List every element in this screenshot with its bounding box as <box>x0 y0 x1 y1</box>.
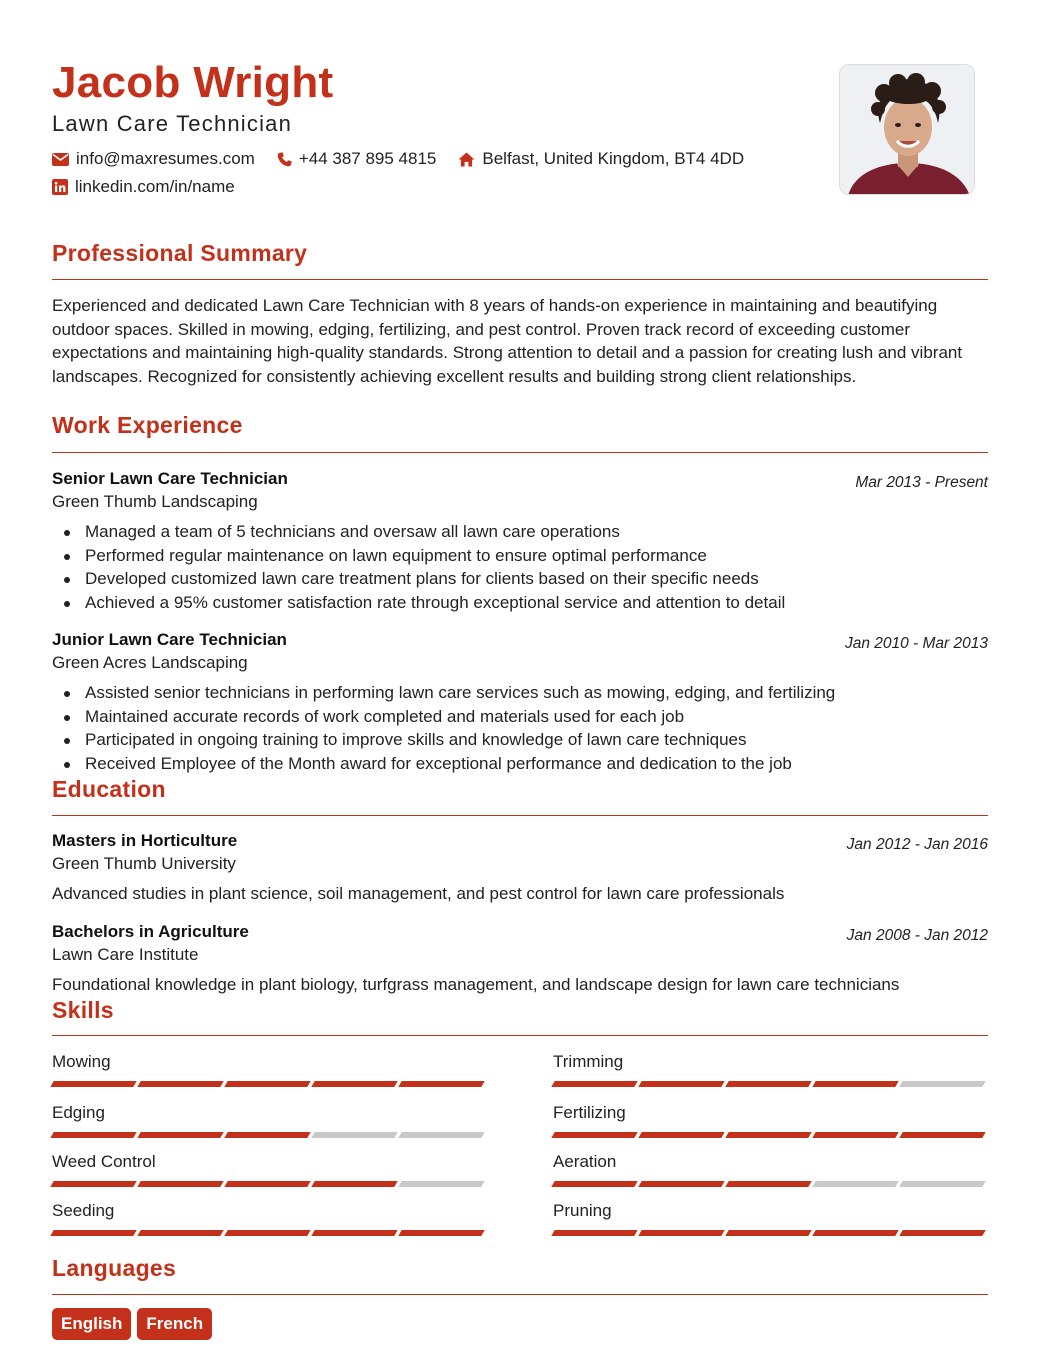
skill-item <box>52 1103 488 1138</box>
skill-item <box>52 1052 488 1087</box>
skill-level-filled <box>638 1230 724 1236</box>
experience-heading: Work Experience <box>52 412 243 438</box>
school-name: Lawn Care Institute <box>52 945 199 964</box>
skill-level-filled <box>311 1230 397 1236</box>
skill-item <box>553 1201 989 1236</box>
skill-level-filled <box>551 1230 637 1236</box>
skill-name: Edging <box>52 1103 105 1122</box>
skill-rating <box>52 1081 488 1087</box>
contact-linkedin[interactable] <box>52 177 235 197</box>
language-badge: French <box>137 1308 212 1340</box>
skill-level-empty <box>398 1132 484 1138</box>
skills-heading: Skills <box>52 997 114 1023</box>
skill-level-filled <box>311 1081 397 1087</box>
skill-level-empty <box>899 1181 985 1187</box>
skill-item <box>553 1052 989 1087</box>
list-item: Participated in ongoing training to improve skills and knowledge of lawn care techniques <box>62 728 835 752</box>
skill-name: Mowing <box>52 1052 111 1071</box>
skill-level-filled <box>725 1230 811 1236</box>
skill-level-filled <box>224 1230 310 1236</box>
list-item: Assisted senior technicians in performing lawn care services such as mowing, edging, and fertilizing <box>62 681 835 705</box>
skill-level-filled <box>551 1132 637 1138</box>
skill-level-filled <box>311 1181 397 1187</box>
email-text: info@maxresumes.com <box>76 149 255 168</box>
contact-location <box>458 149 744 169</box>
skill-level-filled <box>50 1230 136 1236</box>
skill-level-empty <box>899 1081 985 1087</box>
avatar <box>840 65 975 195</box>
contact-phone[interactable] <box>277 149 437 169</box>
skill-level-filled <box>137 1081 223 1087</box>
education-heading: Education <box>52 776 166 802</box>
summary-heading: Professional Summary <box>52 240 308 266</box>
skill-item <box>553 1152 989 1187</box>
skill-name: Pruning <box>553 1201 612 1220</box>
skill-item <box>52 1152 488 1187</box>
job-company: Green Acres Landscaping <box>52 653 248 672</box>
phone-text: +44 387 895 4815 <box>298 149 437 168</box>
skill-level-filled <box>398 1230 484 1236</box>
divider <box>52 815 988 816</box>
job-bullets <box>62 520 785 615</box>
skill-level-filled <box>638 1181 724 1187</box>
contact-row <box>52 149 766 169</box>
skill-level-filled <box>224 1181 310 1187</box>
skill-level-filled <box>812 1230 898 1236</box>
school-name: Green Thumb University <box>52 854 236 873</box>
skill-level-filled <box>551 1081 637 1087</box>
skill-level-filled <box>812 1081 898 1087</box>
list-item: Developed customized lawn care treatment plans for clients based on their specific needs <box>62 567 785 591</box>
skill-level-filled <box>50 1181 136 1187</box>
phone-icon <box>277 152 292 167</box>
skill-level-filled <box>638 1132 724 1138</box>
language-badge: English <box>52 1308 131 1340</box>
skill-level-filled <box>725 1132 811 1138</box>
job-title: Senior Lawn Care Technician <box>52 469 288 488</box>
contact-email[interactable] <box>52 149 255 169</box>
list-item: Managed a team of 5 technicians and oversaw all lawn care operations <box>62 520 785 544</box>
skill-name: Fertilizing <box>553 1103 626 1122</box>
skill-name: Aeration <box>553 1152 617 1171</box>
skill-rating <box>553 1230 989 1236</box>
job-bullets <box>62 681 835 776</box>
skill-item <box>52 1201 488 1236</box>
skill-level-filled <box>899 1230 985 1236</box>
skill-level-filled <box>725 1181 811 1187</box>
skill-level-filled <box>137 1132 223 1138</box>
skill-rating <box>52 1132 488 1138</box>
divider <box>52 1294 988 1295</box>
linkedin-text: linkedin.com/in/name <box>75 177 235 196</box>
skill-level-filled <box>224 1132 310 1138</box>
divider <box>52 1035 988 1036</box>
list-item: Achieved a 95% customer satisfaction rate through exceptional service and attention to detail <box>62 591 785 615</box>
job-date: Jan 2010 - Mar 2013 <box>844 635 988 652</box>
contact-row-2 <box>52 177 257 197</box>
list-item: Received Employee of the Month award for exceptional performance and dedication to the job <box>62 752 835 776</box>
skill-rating <box>52 1181 488 1187</box>
education-date: Jan 2008 - Jan 2012 <box>846 927 988 944</box>
skill-level-filled <box>137 1181 223 1187</box>
skill-name: Seeding <box>52 1201 115 1220</box>
job-title-headline: Lawn Care Technician <box>52 111 293 136</box>
degree-title: Bachelors in Agriculture <box>52 922 249 941</box>
linkedin-icon <box>52 179 68 195</box>
skill-level-filled <box>50 1132 136 1138</box>
degree-title: Masters in Horticulture <box>52 831 238 850</box>
job-date: Mar 2013 - Present <box>855 474 988 491</box>
profile-photo <box>839 64 975 195</box>
education-date: Jan 2012 - Jan 2016 <box>846 836 988 853</box>
summary-text: Experienced and dedicated Lawn Care Technician with 8 years of hands-on experience in maintaining and beautifying outdoor spaces. Skilled in mowing, edging, fertilizing, and pest control. Proven track record of exceeding customer expectations and maintaining high-quality standards. Strong attention to detail and a passion for creating lush and vibrant landscapes. Recognized for consistently achieving excellent results and building strong client relationships. <box>52 296 963 386</box>
skill-rating <box>52 1230 488 1236</box>
list-item: Maintained accurate records of work completed and materials used for each job <box>62 705 835 729</box>
skill-rating <box>553 1181 989 1187</box>
skill-level-empty <box>311 1132 397 1138</box>
divider <box>52 279 988 280</box>
list-item: Performed regular maintenance on lawn equipment to ensure optimal performance <box>62 544 785 568</box>
candidate-name: Jacob Wright <box>52 58 334 107</box>
skill-rating <box>553 1132 989 1138</box>
skill-level-empty <box>812 1181 898 1187</box>
envelope-icon <box>52 153 69 166</box>
skill-level-filled <box>899 1132 985 1138</box>
skill-name: Trimming <box>553 1052 624 1071</box>
skill-level-filled <box>137 1230 223 1236</box>
skill-level-filled <box>50 1081 136 1087</box>
skill-item <box>553 1103 989 1138</box>
education-description: Advanced studies in plant science, soil management, and pest control for lawn care professionals <box>52 884 785 903</box>
home-icon <box>458 152 475 167</box>
skill-rating <box>553 1081 989 1087</box>
skill-level-filled <box>638 1081 724 1087</box>
skill-level-filled <box>224 1081 310 1087</box>
skill-level-filled <box>551 1181 637 1187</box>
languages-list <box>52 1308 218 1340</box>
skill-level-filled <box>398 1081 484 1087</box>
skill-name: Weed Control <box>52 1152 156 1171</box>
divider <box>52 452 988 453</box>
job-company: Green Thumb Landscaping <box>52 492 258 511</box>
skill-level-filled <box>725 1081 811 1087</box>
skill-level-filled <box>812 1132 898 1138</box>
skill-level-empty <box>398 1181 484 1187</box>
education-description: Foundational knowledge in plant biology, turfgrass management, and landscape design for lawn care technicians <box>52 975 900 994</box>
job-title: Junior Lawn Care Technician <box>52 630 287 649</box>
languages-heading: Languages <box>52 1255 177 1281</box>
location-text: Belfast, United Kingdom, BT4 4DD <box>482 149 745 168</box>
